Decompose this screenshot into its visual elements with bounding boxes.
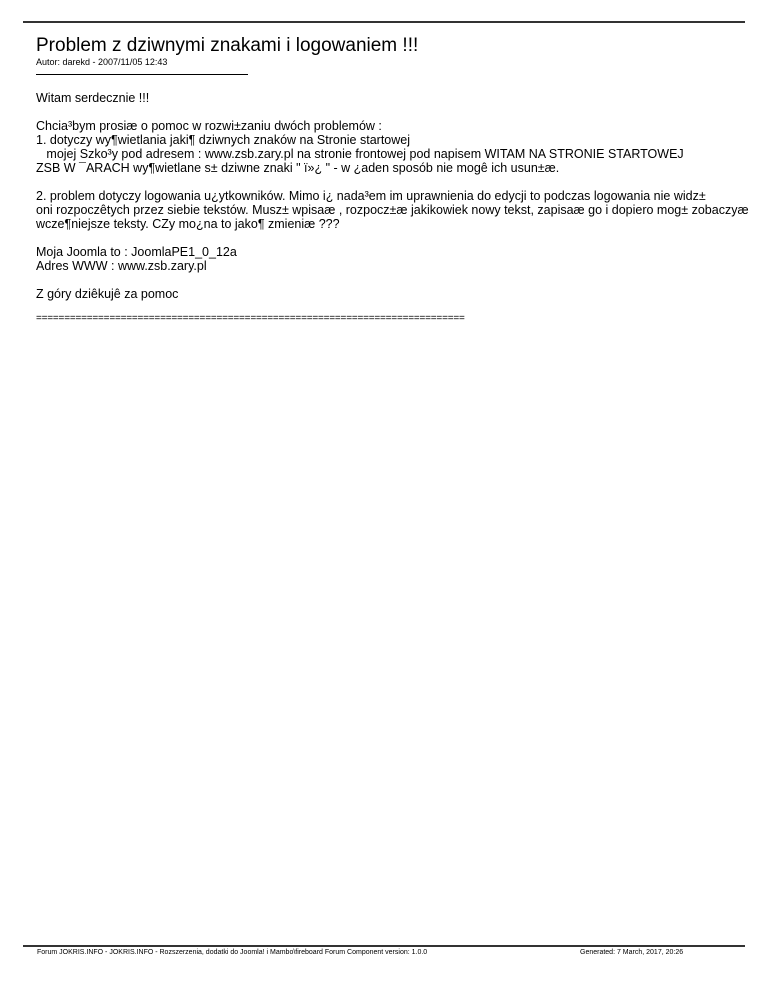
- post-paragraph-problem-2: 2. problem dotyczy logowania u¿ytkowników. Mimo i¿ nada³em im uprawnienia do edycji to podczas logowania nie widz± oni rozpoczêtych przez siebie tekstów. Musz± wpisaæ , rozpocz±æ jakikowiek nowy tekst, zapisaæ go i dopiero mog± zobaczyæ wcze¶niejsze teksty. CZy mo¿na to jako¶ zmieniæ ???: [36, 189, 749, 231]
- post-paragraph-thanks: Z góry dziêkujê za pomoc: [36, 287, 179, 301]
- post-body: [36, 91, 768, 325]
- footer-generated: Generated: 7 March, 2017, 20:26: [580, 949, 684, 956]
- meta-divider: [36, 74, 248, 75]
- post-author-date: Autor: darekd - 2007/11/05 12:43: [36, 57, 168, 67]
- post-separator: ============================================================================: [36, 313, 465, 324]
- header-divider: [23, 21, 745, 23]
- forum-post: [36, 35, 768, 339]
- footer-source: Forum JOKRIS.INFO - JOKRIS.INFO - Rozszerzenia, dodatki do Joomla! i Mambo\fireboard Forum Component version: 1.0.0: [37, 949, 428, 956]
- post-greeting: Witam serdecznie !!!: [36, 91, 150, 105]
- post-paragraph-info: Moja Joomla to : JoomlaPE1_0_12a Adres WWW : www.zsb.zary.pl: [36, 245, 237, 273]
- post-title: Problem z dziwnymi znakami i logowaniem !!!: [36, 35, 419, 56]
- footer-divider: [23, 945, 745, 947]
- post-paragraph-intro: Chcia³bym prosiæ o pomoc w rozwi±zaniu dwóch problemów : 1. dotyczy wy¶wietlania jaki¶ dziwnych znaków na Stronie startowej mojej Szko³y pod adresem : www.zsb.zary.pl na stronie frontowej pod napisem WITAM NA STRONIE STARTOWEJ ZSB W ¯ARACH wy¶wietlane s± dziwne znaki " ï»¿ " - w ¿aden sposób nie mogê ich usun±æ.: [36, 119, 684, 175]
